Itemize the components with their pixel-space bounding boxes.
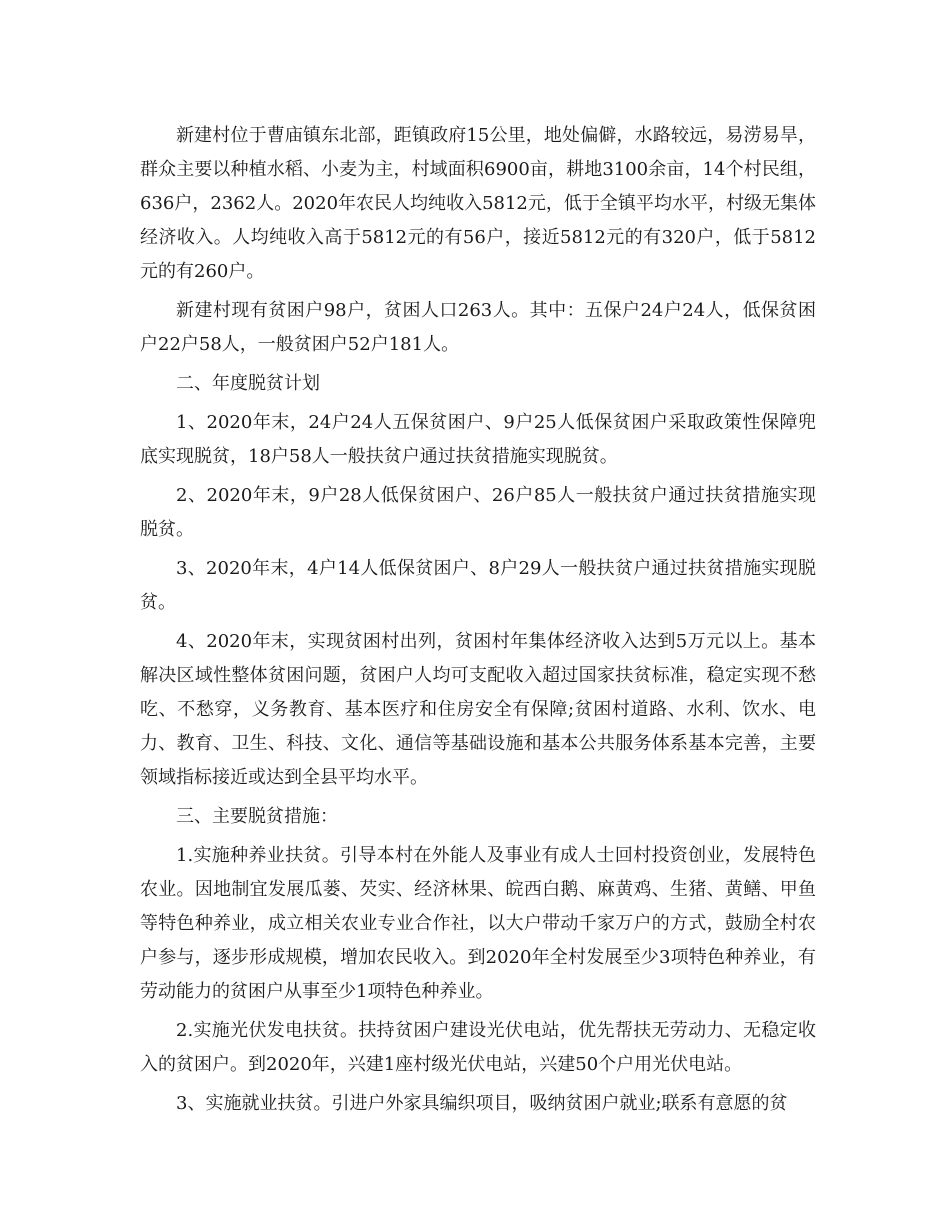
document-body — [140, 119, 816, 1126]
paragraph-measure-farming: 1.实施种养业扶贫。引导本村在外能人及事业有成人士回村投资创业，发展特色农业。因地制宜发展瓜蒌、芡实、经济林果、皖西白鹅、麻黄鸡、生猪、黄鳝、甲鱼等特色种养业，成立相关农业专业合作社，以大户带动千家万户的方式，鼓励全村农户参与，逐步形成规模，增加农民收入。到2020年全村发展至少3项特色种养业，有劳动能力的贫困户从事至少1项特色种养业。 — [140, 845, 816, 1002]
paragraph-plan-item-2: 2、2020年末，9户28人低保贫困户、26户85人一般扶贫户通过扶贫措施实现脱贫。 — [140, 485, 816, 540]
paragraph-village-overview: 新建村位于曹庙镇东北部，距镇政府15公里，地处偏僻，水路较远，易涝易旱，群众主要以种植水稻、小麦为主，村域面积6900亩，耕地3100余亩，14个村民组，636户，2362人。2020年农民人均纯收入5812元，低于全镇平均水平，村级无集体经济收入。人均纯收入高于5812元的有56户，接近5812元的有320户，低于5812元的有260户。 — [140, 125, 816, 282]
paragraph-poverty-population: 新建村现有贫困户98户，贫困人口263人。其中：五保户24户24人，低保贫困户22户58人，一般贫困户52户181人。 — [140, 300, 816, 355]
section-heading-annual-plan: 二、年度脱贫计划 — [176, 373, 320, 394]
paragraph-plan-item-3: 3、2020年末，4户14人低保贫困户、8户29人一般扶贫户通过扶贫措施实现脱贫。 — [140, 558, 816, 613]
section-heading-measures: 三、主要脱贫措施： — [176, 806, 338, 827]
paragraph-plan-item-1: 1、2020年末，24户24人五保贫困户、9户25人低保贫困户采取政策性保障兜底实现脱贫，18户58人一般扶贫户通过扶贫措施实现脱贫。 — [140, 412, 816, 467]
paragraph-measure-employment: 3、实施就业扶贫。引进户外家具编织项目，吸纳贫困户就业;联系有意愿的贫 — [176, 1093, 788, 1114]
paragraph-plan-item-4: 4、2020年末，实现贫困村出列，贫困村年集体经济收入达到5万元以上。基本解决区域性整体贫困问题，贫困户人均可支配收入超过国家扶贫标准，稳定实现不愁吃、不愁穿，义务教育、基本医疗和住房安全有保障;贫困村道路、水利、饮水、电力、教育、卫生、科技、文化、通信等基础设施和基本公共服务体系基本完善，主要领域指标接近或达到全县平均水平。 — [140, 631, 816, 788]
paragraph-measure-solar: 2.实施光伏发电扶贫。扶持贫困户建设光伏电站，优先帮扶无劳动力、无稳定收入的贫困户。到2020年，兴建1座村级光伏电站，兴建50个户用光伏电站。 — [140, 1020, 816, 1075]
